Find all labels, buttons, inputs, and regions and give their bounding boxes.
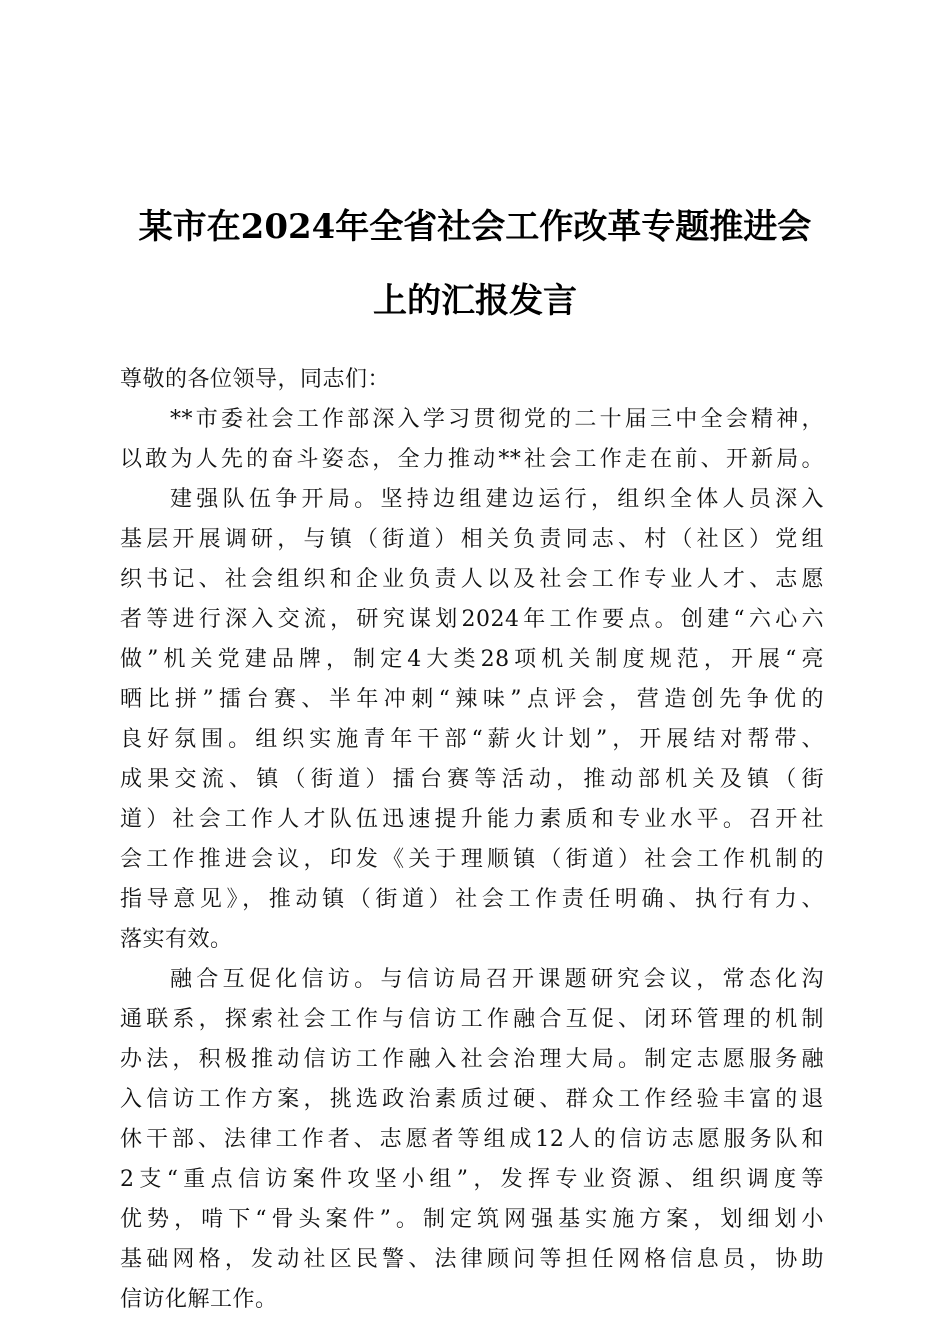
paragraph-line: 者等进行深入交流，研究谋划2024年工作要点。创建“六心六 xyxy=(120,607,824,632)
document-title xyxy=(110,190,840,338)
title-line-1: 某市在2024年全省社会工作改革专题推进会 xyxy=(138,207,812,247)
paragraph-team-building xyxy=(120,480,824,960)
salutation: 尊敬的各位领导，同志们： xyxy=(120,367,391,392)
paragraph-line: 融合互促化信访。与信访局召开课题研究会议，常态化沟 xyxy=(170,967,824,992)
title-line-2: 上的汇报发言 xyxy=(373,281,577,321)
paragraph-line: 良好氛围。组织实施青年干部“薪火计划”，开展结对帮带、 xyxy=(120,727,824,752)
paragraph-line: 指导意见》，推动镇（街道）社会工作责任明确、执行有力、 xyxy=(120,887,824,912)
paragraph-line: 办法，积极推动信访工作融入社会治理大局。制定志愿服务融 xyxy=(120,1047,824,1072)
paragraph-line: 晒比拼”擂台赛、半年冲刺“辣味”点评会，营造创先争优的 xyxy=(120,687,824,712)
paragraph-line: 以敢为人先的奋斗姿态，全力推动**社会工作走在前、开新局。 xyxy=(120,447,824,472)
paragraph-line: 建强队伍争开局。坚持边组建边运行，组织全体人员深入 xyxy=(170,487,824,512)
paragraph-line: 织书记、社会组织和企业负责人以及社会工作专业人才、志愿 xyxy=(120,567,824,592)
paragraph-line: 优势，啃下“骨头案件”。制定筑网强基实施方案，划细划小 xyxy=(120,1207,824,1232)
paragraph-line: 通联系，探索社会工作与信访工作融合互促、闭环管理的机制 xyxy=(120,1007,824,1032)
paragraph-line: 道）社会工作人才队伍迅速提升能力素质和专业水平。召开社 xyxy=(120,807,824,832)
document-body xyxy=(120,360,824,1320)
paragraph-line: 落实有效。 xyxy=(120,927,233,952)
paragraph-line: 基层开展调研，与镇（街道）相关负责同志、村（社区）党组 xyxy=(120,527,824,552)
paragraph-line: 成果交流、镇（街道）擂台赛等活动，推动部机关及镇（街 xyxy=(120,767,824,792)
paragraph-line: 会工作推进会议，印发《关于理顺镇（街道）社会工作机制的 xyxy=(120,847,824,872)
paragraph-line: 做”机关党建品牌，制定4大类28项机关制度规范，开展“亮 xyxy=(120,647,824,672)
paragraph-line: 入信访工作方案，挑选政治素质过硬、群众工作经验丰富的退 xyxy=(120,1087,824,1112)
paragraph-line: 2支“重点信访案件攻坚小组”，发挥专业资源、组织调度等 xyxy=(120,1167,824,1192)
paragraph-line: 休干部、法律工作者、志愿者等组成12人的信访志愿服务队和 xyxy=(120,1127,824,1152)
paragraph-line: 基础网格，发动社区民警、法律顾问等担任网格信息员，协助 xyxy=(120,1247,824,1272)
paragraph-line: 信访化解工作。 xyxy=(120,1287,278,1312)
paragraph-line: **市委社会工作部深入学习贯彻党的二十届三中全会精神， xyxy=(170,407,824,432)
paragraph-intro xyxy=(120,400,824,480)
paragraph-petition xyxy=(120,960,824,1320)
